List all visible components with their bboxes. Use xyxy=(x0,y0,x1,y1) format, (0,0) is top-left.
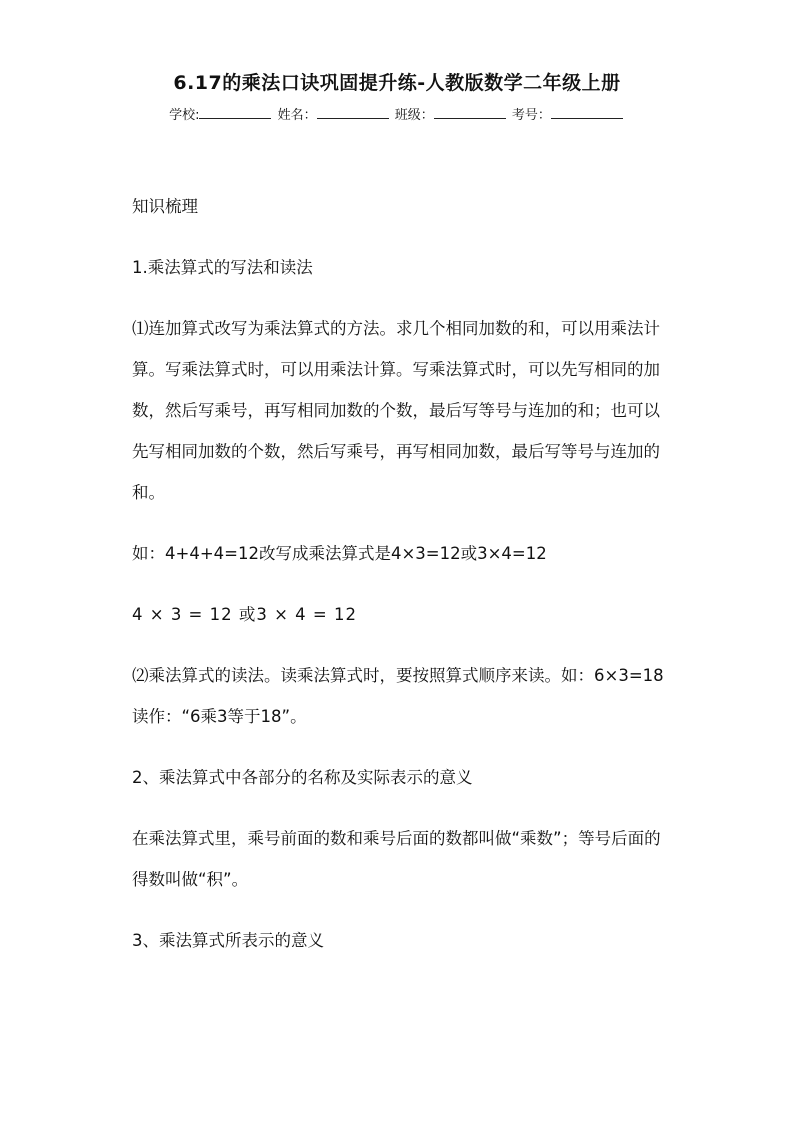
example-line: 如：4+4+4=12改写成乘法算式是4×3=12或3×4=12 xyxy=(132,544,547,563)
school-blank[interactable] xyxy=(199,105,271,119)
class-blank[interactable] xyxy=(434,105,506,119)
number-label: 考号： xyxy=(511,108,551,123)
number-blank[interactable] xyxy=(551,105,623,119)
name-blank[interactable] xyxy=(317,105,389,119)
section-title: 知识梳理 xyxy=(132,197,198,216)
class-label: 班级： xyxy=(394,108,434,123)
heading-2: 2、乘法算式中各部分的名称及实际表示的意义 xyxy=(132,768,473,787)
school-label: 学校: xyxy=(169,108,200,123)
heading-1: 1.乘法算式的写法和读法 xyxy=(132,258,313,277)
paragraph-3: 在乘法算式里，乘号前面的数和乘号后面的数都叫做“乘数”；等号后面的得数叫做“积”。 xyxy=(132,829,661,889)
formula-line: 4 × 3 = 12 或3 × 4 = 12 xyxy=(132,605,357,624)
page-title: 6.17的乘法口诀巩固提升练-人教版数学二年级上册 xyxy=(173,72,621,94)
name-label: 姓名： xyxy=(277,108,317,123)
heading-3: 3、乘法算式所表示的意义 xyxy=(132,931,324,950)
paragraph-1: ⑴连加算式改写为乘法算式的方法。求几个相同加数的和，可以用乘法计算。写乘法算式时，可以用乘法计算。写乘法算式时，可以先写相同的加数，然后写乘号，再写相同加数的个数，最后写等号与连加的和；也可以先写相同加数的个数，然后写乘号，再写相同加数，最后写等号与连加的和。 xyxy=(132,319,660,502)
paragraph-2: ⑵乘法算式的读法。读乘法算式时，要按照算式顺序来读。如：6×3=18读作：“6乘3等于18”。 xyxy=(132,666,664,726)
student-info-line xyxy=(0,104,794,123)
document-body xyxy=(132,186,664,961)
